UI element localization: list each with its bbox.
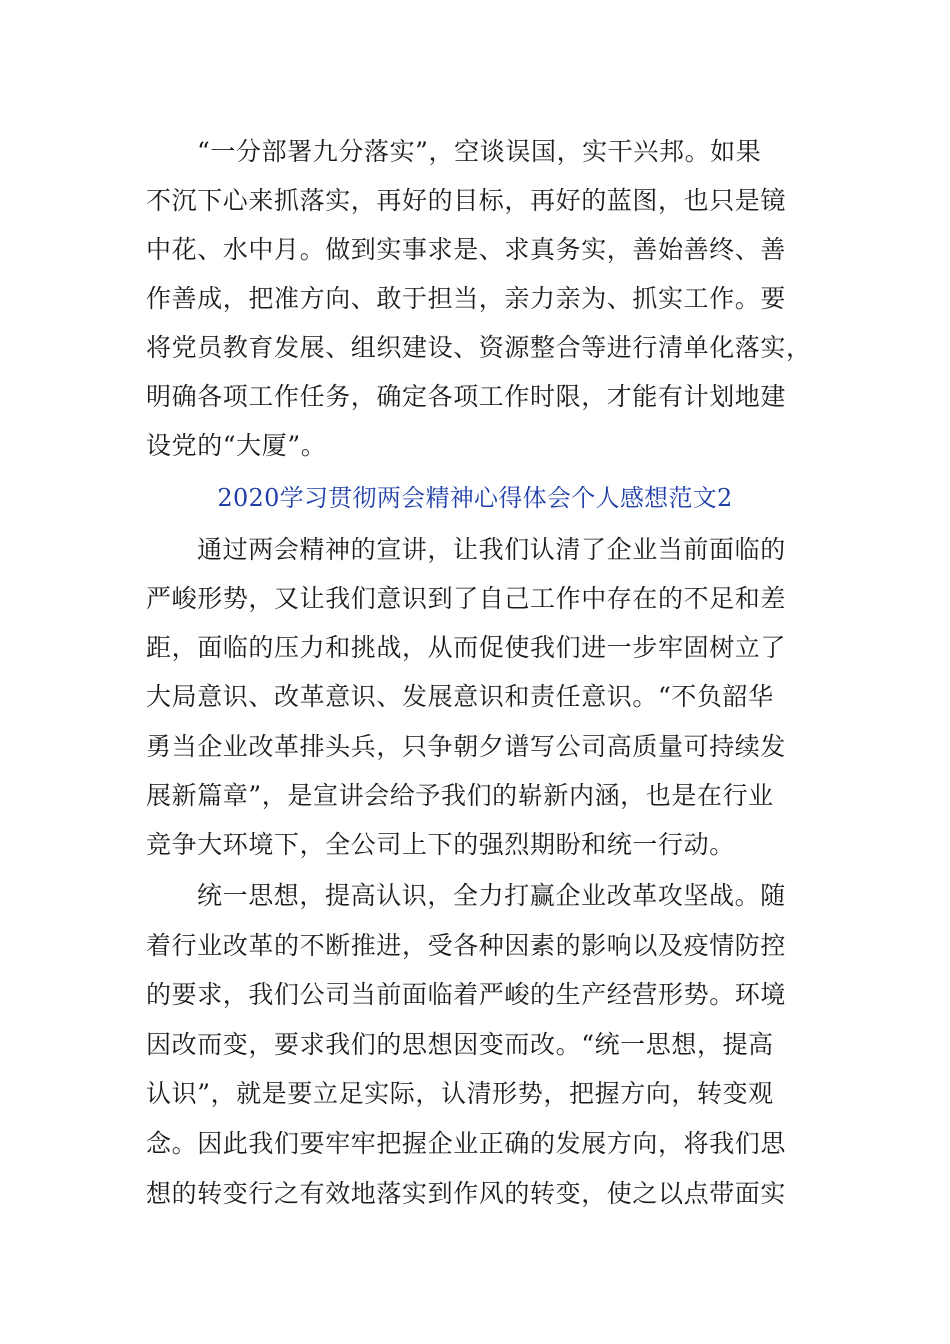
paragraph-line: 严峻形势，又让我们意识到了自己工作中存在的不足和差 [146, 584, 787, 613]
paragraph-line: 念。因此我们要牢牢把握企业正确的发展方向，将我们思 [146, 1129, 787, 1158]
paragraph-line: 着行业改革的不断推进，受各种因素的影响以及疫情防控 [146, 931, 787, 960]
paragraph-line: 距，面临的压力和挑战，从而促使我们进一步牢固树立了 [146, 633, 787, 662]
paragraph-line: 明确各项工作任务，确定各项工作时限，才能有计划地建 [146, 382, 787, 411]
paragraph-line: 通过两会精神的宣讲，让我们认清了企业当前面临的 [197, 535, 786, 564]
paragraph-line: 因改而变，要求我们的思想因变而改。“统一思想，提高 [146, 1030, 774, 1059]
paragraph-line: “一分部署九分落实”，空谈误国，实干兴邦。如果 [197, 137, 762, 166]
paragraph-line: 设党的“大厦”。 [146, 431, 327, 460]
paragraph-line: 展新篇章”，是宣讲会给予我们的崭新内涵，也是在行业 [146, 781, 774, 810]
paragraph-line: 勇当企业改革排头兵，只争朝夕谱写公司高质量可持续发 [146, 732, 787, 761]
paragraph-line: 的要求，我们公司当前面临着严峻的生产经营形势。环境 [146, 980, 787, 1009]
paragraph-line: 作善成，把准方向、敢于担当，亲力亲为、抓实工作。要 [146, 284, 787, 313]
paragraph-line: 不沉下心来抓落实，再好的目标，再好的蓝图，也只是镜 [146, 186, 787, 215]
paragraph-line: 将党员教育发展、组织建设、资源整合等进行清单化落实， [146, 333, 812, 362]
paragraph-line: 想的转变行之有效地落实到作风的转变，使之以点带面实 [146, 1179, 787, 1208]
paragraph-line: 认识”，就是要立足实际，认清形势，把握方向，转变观 [146, 1079, 774, 1108]
section-heading: 2020学习贯彻两会精神心得体会个人感想范文2 [217, 484, 733, 512]
paragraph-line: 大局意识、改革意识、发展意识和责任意识。“不负韶华 [146, 682, 774, 711]
paragraph-line: 竞争大环境下，全公司上下的强烈期盼和统一行动。 [146, 830, 735, 859]
paragraph-line: 中花、水中月。做到实事求是、求真务实，善始善终、善 [146, 235, 787, 264]
paragraph-line: 统一思想，提高认识，全力打赢企业改革攻坚战。随 [197, 881, 786, 910]
